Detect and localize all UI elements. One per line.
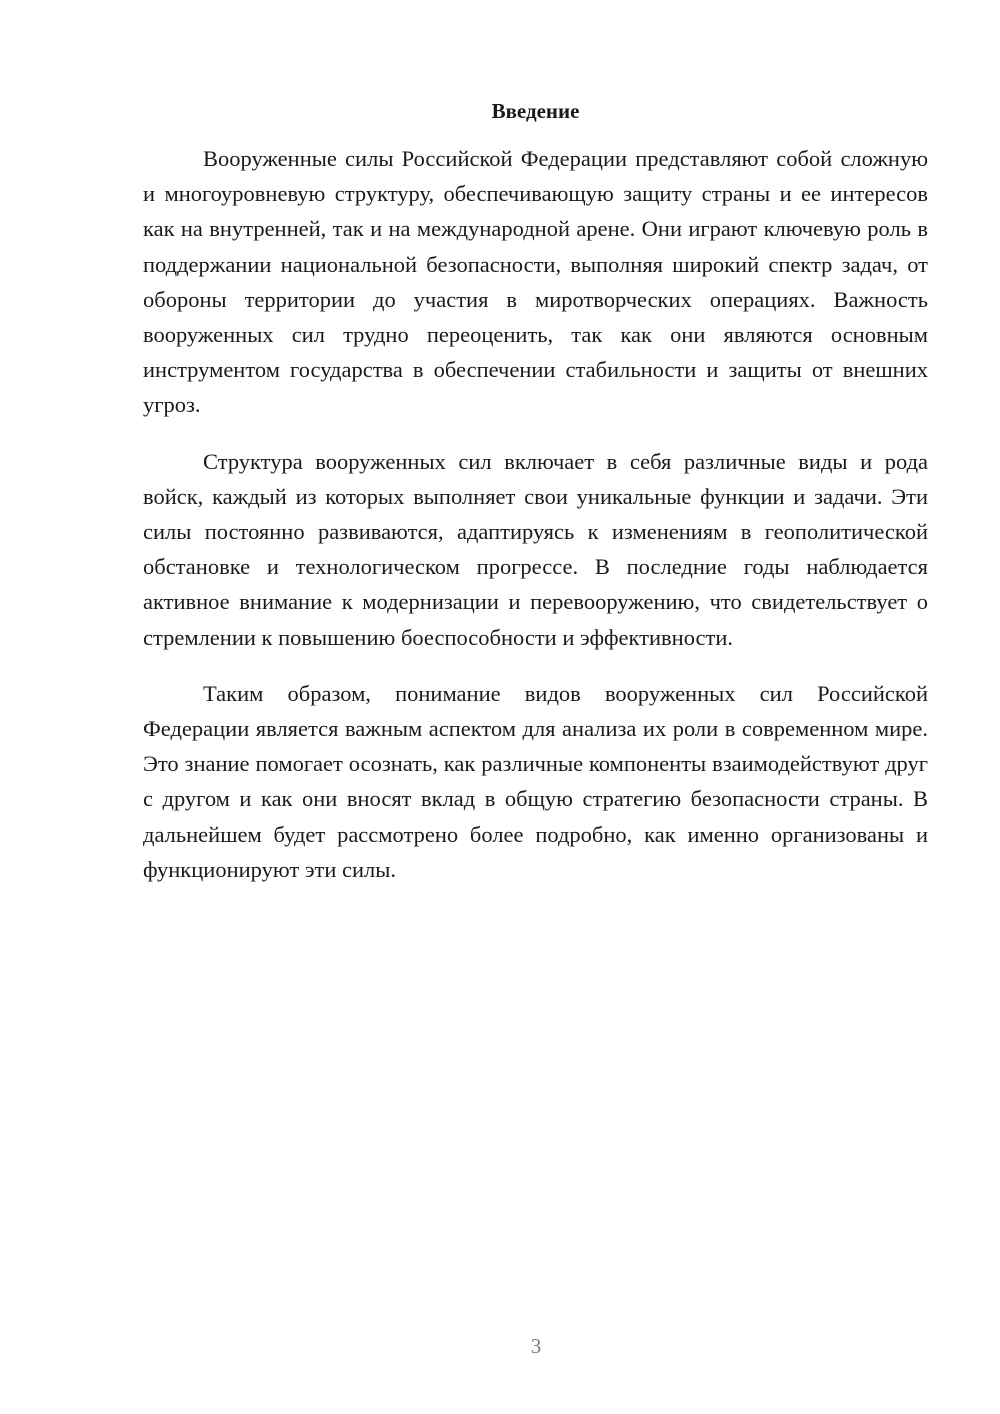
section-heading: Введение — [491, 99, 580, 123]
body-text — [143, 141, 928, 908]
paragraph-1: Вооруженные силы Российской Федерации представляют собой сложную и многоуровневую структуру, обеспечивающую защиту страны и ее интересов как на внутренней, так и на международной арене. Они играют ключевую роль в поддержании национальной безопасности, выполняя широкий спектр задач, от обороны территории до участия в миротворческих операциях. Важность вооруженных сил трудно переоценить, так как они являются основным инструментом государства в обеспечении стабильности и защиты от внешних угроз. — [143, 146, 928, 418]
paragraph-3: Таким образом, понимание видов вооруженных сил Российской Федерации является важным аспектом для анализа их роли в современном мире. Это знание помогает осознать, как различные компоненты взаимодействуют друг с другом и как они вносят вклад в общую стратегию безопасности страны. В дальнейшем будет рассмотрено более подробно, как именно организованы и функционируют эти силы. — [143, 680, 928, 882]
page-number: 3 — [530, 1334, 542, 1358]
paragraph-2: Структура вооруженных сил включает в себя различные виды и рода войск, каждый из которых выполняет свои уникальные функции и задачи. Эти силы постоянно развиваются, адаптируясь к изменениям в геополитической обстановке и технологическом прогрессе. В последние годы наблюдается активное внимание к модернизации и перевооружению, что свидетельствует о стремлении к повышению боеспособности и эффективности. — [143, 448, 928, 650]
